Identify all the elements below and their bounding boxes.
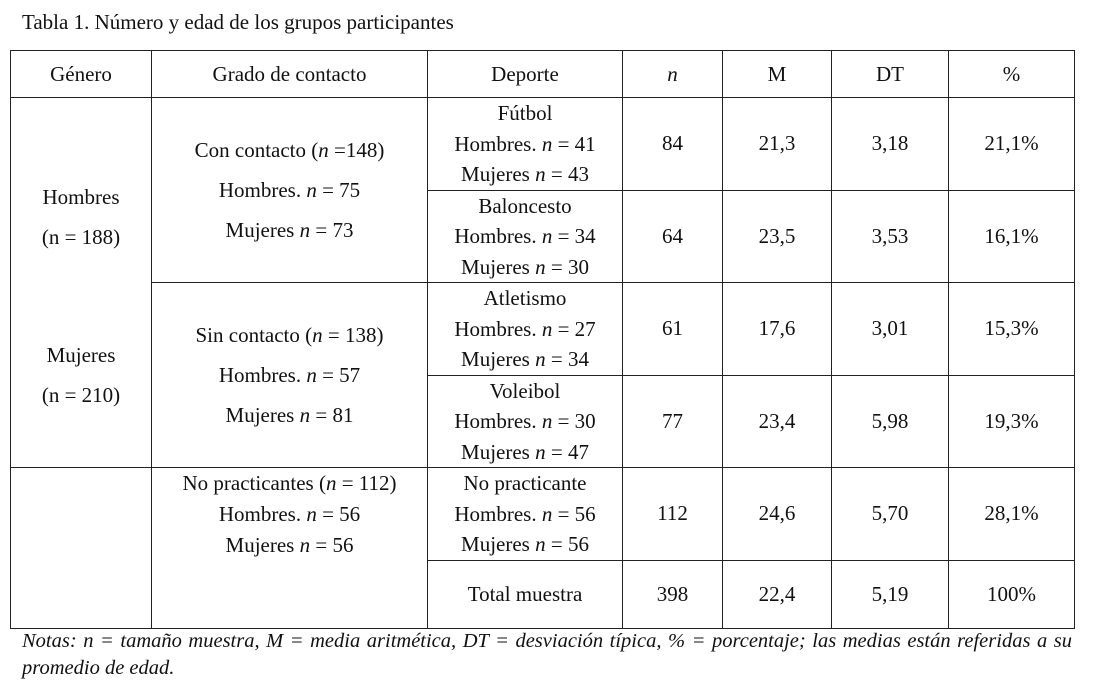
sport-men-pre: Hombres. bbox=[454, 316, 542, 341]
genero-hombres-label: Hombres bbox=[42, 184, 120, 209]
contact-group-con bbox=[152, 98, 428, 283]
sport-women-post: = 34 bbox=[545, 347, 589, 371]
total-m: 22,4 bbox=[723, 560, 832, 628]
sport-women-pre: Mujeres bbox=[461, 254, 536, 279]
table-row bbox=[11, 468, 1075, 561]
sport-women-n: n bbox=[535, 162, 546, 186]
cell-m: 17,6 bbox=[723, 283, 832, 376]
cell-n: 64 bbox=[623, 190, 723, 283]
cell-m: 23,4 bbox=[723, 375, 832, 468]
cell-dt: 5,70 bbox=[832, 468, 949, 561]
sport-cell bbox=[428, 190, 623, 283]
sport-women-n: n bbox=[535, 347, 546, 371]
sport-women-n: n bbox=[535, 254, 546, 279]
cell-pct: 16,1% bbox=[949, 190, 1075, 283]
sport-men-n: n bbox=[541, 224, 553, 248]
contact-women-post: = 73 bbox=[310, 218, 354, 242]
contact-women-n: n bbox=[299, 218, 311, 242]
contact-men-pre: Hombres. bbox=[218, 502, 307, 526]
sport-men-n: n bbox=[541, 131, 553, 156]
contact-title-n: n bbox=[325, 471, 337, 495]
total-n: 398 bbox=[623, 560, 723, 628]
sport-cell bbox=[428, 375, 623, 468]
sport-men-post: = 56 bbox=[552, 501, 596, 526]
header-dt: DT bbox=[832, 51, 949, 98]
contact-women-post: = 56 bbox=[310, 533, 354, 557]
sport-men-n: n bbox=[541, 316, 553, 341]
contact-title-n: n bbox=[318, 138, 329, 162]
sport-men-pre: Hombres. bbox=[454, 131, 542, 156]
sport-women-n: n bbox=[535, 439, 546, 464]
sport-cell bbox=[428, 98, 623, 191]
table-row bbox=[11, 283, 1075, 376]
total-dt: 5,19 bbox=[832, 560, 949, 628]
contact-group-sin bbox=[152, 283, 428, 468]
table-row bbox=[11, 98, 1075, 191]
contact-men-n: n bbox=[306, 178, 317, 202]
sport-name: Voleibol bbox=[489, 378, 561, 403]
sport-men-post: = 41 bbox=[552, 131, 596, 156]
contact-women-pre: Mujeres bbox=[225, 533, 300, 557]
participants-table bbox=[10, 50, 1075, 629]
sport-men-n: n bbox=[541, 501, 553, 526]
contact-title-pre: Con contacto ( bbox=[194, 138, 319, 162]
contact-title-post: = 138) bbox=[322, 323, 384, 347]
contact-men-pre: Hombres. bbox=[218, 178, 307, 202]
sport-cell bbox=[428, 468, 623, 561]
total-label: Total muestra bbox=[428, 560, 623, 628]
sport-women-post: = 47 bbox=[545, 439, 589, 464]
contact-women-n: n bbox=[299, 403, 311, 427]
header-n: n bbox=[623, 51, 723, 98]
contact-women-pre: Mujeres bbox=[225, 403, 300, 427]
cell-n: 112 bbox=[623, 468, 723, 561]
header-m: M bbox=[723, 51, 832, 98]
genero-cell bbox=[11, 98, 152, 468]
cell-dt: 5,98 bbox=[832, 375, 949, 468]
sport-men-post: = 30 bbox=[552, 409, 596, 433]
contact-men-post: = 56 bbox=[316, 502, 361, 526]
sport-men-n: n bbox=[541, 409, 553, 433]
sport-men-post: = 27 bbox=[552, 316, 596, 341]
sport-women-pre: Mujeres bbox=[461, 532, 536, 556]
genero-mujeres-label: Mujeres bbox=[46, 342, 116, 367]
table-notes: Notas: n = tamaño muestra, M = media aritmética, DT = desviación típica, % = porcentaje; las medias están referidas a su promedio de edad. bbox=[22, 630, 1072, 679]
sport-women-n: n bbox=[535, 532, 546, 556]
total-pct: 100% bbox=[949, 560, 1075, 628]
header-deporte: Deporte bbox=[428, 51, 623, 98]
contact-title-post: =148) bbox=[328, 138, 385, 162]
sport-women-post: = 56 bbox=[545, 532, 589, 556]
genero-blank-cell bbox=[11, 468, 152, 629]
sport-men-pre: Hombres. bbox=[454, 409, 542, 433]
sport-women-post: = 30 bbox=[545, 254, 589, 279]
contact-title-pre: Sin contacto ( bbox=[195, 323, 313, 347]
cell-m: 21,3 bbox=[723, 98, 832, 191]
cell-m: 24,6 bbox=[723, 468, 832, 561]
contact-women-n: n bbox=[299, 533, 311, 557]
cell-n: 84 bbox=[623, 98, 723, 191]
sport-name: Atletismo bbox=[483, 286, 567, 310]
genero-hombres-count: (n = 188) bbox=[41, 224, 121, 249]
cell-pct: 19,3% bbox=[949, 375, 1075, 468]
header-row bbox=[11, 51, 1075, 98]
sport-name: Baloncesto bbox=[478, 193, 572, 218]
header-grado: Grado de contacto bbox=[152, 51, 428, 98]
sport-women-pre: Mujeres bbox=[461, 439, 536, 464]
contact-women-pre: Mujeres bbox=[225, 218, 300, 242]
contact-title-pre: No practicantes ( bbox=[182, 471, 326, 495]
contact-women-post: = 81 bbox=[310, 403, 354, 427]
sport-women-post: = 43 bbox=[545, 162, 589, 186]
cell-dt: 3,53 bbox=[832, 190, 949, 283]
cell-m: 23,5 bbox=[723, 190, 832, 283]
contact-men-n: n bbox=[306, 502, 317, 526]
sport-cell bbox=[428, 283, 623, 376]
sport-name: Fútbol bbox=[497, 101, 553, 125]
contact-title-post: = 112) bbox=[336, 471, 397, 495]
contact-men-pre: Hombres. bbox=[218, 363, 307, 387]
sport-women-pre: Mujeres bbox=[461, 162, 536, 186]
cell-n: 77 bbox=[623, 375, 723, 468]
sport-women-pre: Mujeres bbox=[461, 347, 536, 371]
header-pct: % bbox=[949, 51, 1075, 98]
cell-pct: 15,3% bbox=[949, 283, 1075, 376]
contact-title-n: n bbox=[312, 323, 323, 347]
sport-name: No practicante bbox=[463, 471, 587, 495]
table-caption: Tabla 1. Número y edad de los grupos participantes bbox=[22, 10, 454, 34]
contact-men-post: = 57 bbox=[316, 363, 361, 387]
cell-pct: 21,1% bbox=[949, 98, 1075, 191]
cell-dt: 3,18 bbox=[832, 98, 949, 191]
contact-men-post: = 75 bbox=[316, 178, 361, 202]
contact-men-n: n bbox=[306, 363, 317, 387]
cell-pct: 28,1% bbox=[949, 468, 1075, 561]
cell-dt: 3,01 bbox=[832, 283, 949, 376]
sport-men-pre: Hombres. bbox=[454, 501, 542, 526]
contact-group-no bbox=[152, 468, 428, 629]
cell-n: 61 bbox=[623, 283, 723, 376]
sport-men-post: = 34 bbox=[552, 224, 596, 248]
sport-men-pre: Hombres. bbox=[454, 224, 542, 248]
header-genero: Género bbox=[11, 51, 152, 98]
genero-mujeres-count: (n = 210) bbox=[41, 382, 121, 407]
